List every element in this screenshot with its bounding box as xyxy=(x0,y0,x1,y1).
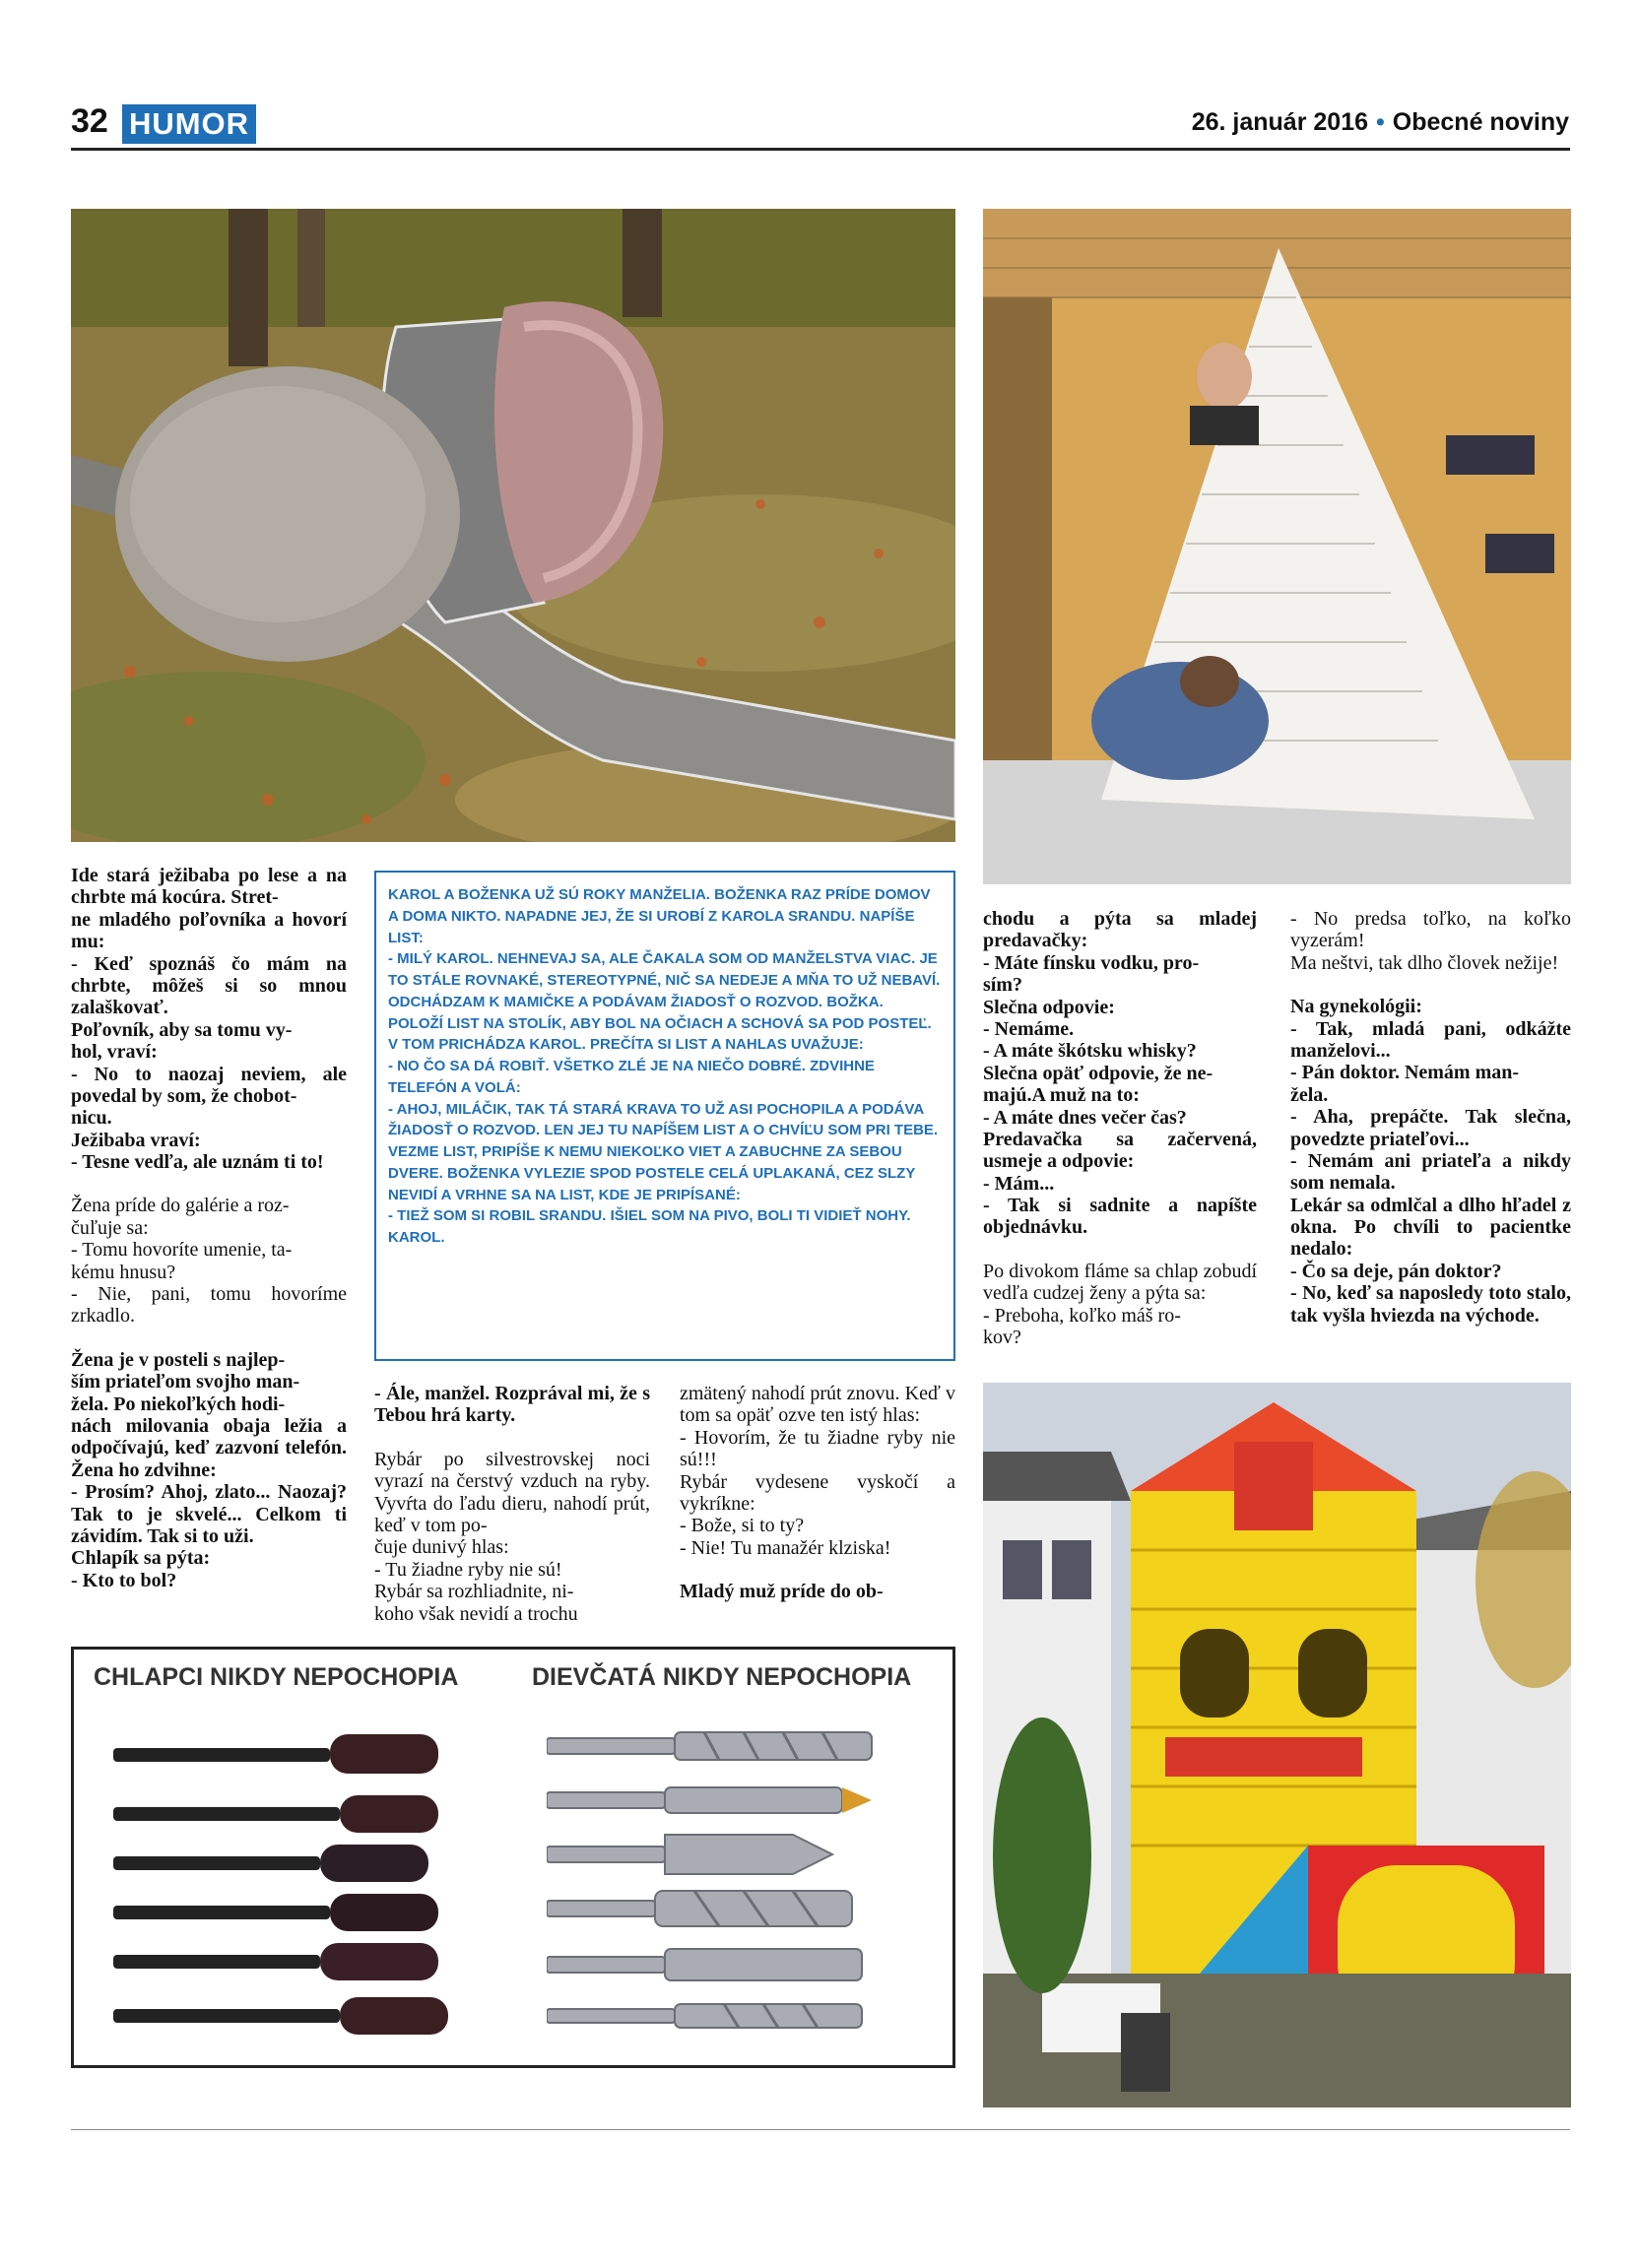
page-number: 32 xyxy=(71,102,108,140)
right-caption: DIEVČATÁ NIKDY NEPOCHOPIA xyxy=(532,1663,912,1691)
header-dateline xyxy=(1192,108,1569,137)
mascara-drill-comparison xyxy=(71,1647,955,2068)
section-badge: HUMOR xyxy=(122,104,256,144)
story-box xyxy=(374,871,955,1361)
rock-path-photo xyxy=(71,209,955,842)
publication-name: Obecné noviny xyxy=(1392,108,1569,136)
joke-hangover-end: - No predsa toľko, na koľko vyzerám! Ma neštvi, tak dlho človek nežije! xyxy=(1290,908,1571,974)
column-4 xyxy=(983,908,1257,1370)
joke-shop-start: Mladý muž príde do ob- xyxy=(680,1581,884,1603)
joke-fisherman-start: Rybár po silvestrovskej noci vyrazí na čerstvý vzduch na ryby. Vyvŕta do ľadu dieru, nahodí prút, keď v tom po- čuje dunivý hlas: - Tu žiadne ryby nie sú! Rybár sa rozhliadnite, ni- koho však nevidí a trochu xyxy=(374,1448,650,1625)
joke-shop: chodu a pýta sa mladej predavačky: - Máte fínsku vodku, pro- sím? Slečna odpovie: - Nemáme. - A máte škótsku whisky? Slečna opäť odpovie, že ne- majú.A muž na to: - A máte dnes večer čas? Predavačka sa začervená, usmeje a odpovie: - Mám... - Tak si sadnite a napíšte objednávku. xyxy=(983,908,1257,1239)
column-2 xyxy=(374,1383,650,1647)
cup-pyramid-photo xyxy=(983,209,1571,884)
column-1 xyxy=(71,865,347,1613)
joke-phone-call: Žena je v posteli s najlep- ším priateľom svojho man- žela. Po niekoľkých hodi- nách milovania obaja ležia a odpočívajú, keď zazvoní telefón. Žena ho zdvihne: - Prosím? Ahoj, zlato... Naozaj? Tak to je skvelé... Celkom ti závidím. Tak si to uži. Chlapík sa pýta: - Kto to bol? xyxy=(71,1348,347,1591)
joke-gallery: Žena príde do galérie a roz- čuľuje sa: - Tomu hovoríte umenie, ta- kému hnusu? - Nie, pani, tomu hovoríme zrkadlo. xyxy=(71,1195,347,1328)
issue-date: 26. január 2016 xyxy=(1191,108,1369,136)
story-box-text: KAROL A BOŽENKA UŽ SÚ ROKY MANŽELIA. BOŽENKA RAZ PRÍDE DOMOV A DOMA NIKTO. NAPADNE JEJ, ŽE SI UROBÍ Z KAROLA SRANDU. NAPÍŠE LIST: - MILÝ KAROL. NEHNEVAJ SA, ALE ČAKALA SOM OD MANŽELSTVA VIAC. JE TO STÁLE ROVNAKÉ, STEREOTYPNÉ, NIČ SA NEDEJE A MŇA TO UŽ NEBAVÍ. ODCHÁDZAM K MAMIČKE A PODÁVAM ŽIADOSŤ O ROZVOD. BOŽKA. POLOŽÍ LIST NA STOLÍK, ABY BOL NA OČIACH A SCHOVÁ SA POD POSTEĽ. V TOM PRICHÁDZA KAROL. PREČÍTA SI LIST A NAHLAS UVAŽUJE: - NO ČO SA DÁ ROBIŤ. VŠETKO ZLÉ JE NA NIEČO DOBRÉ. ZDVIHNE TELEFÓN A VOLÁ: - AHOJ, MILÁČIK, TAK TÁ STARÁ KRAVA TO UŽ ASI POCHOPILA A PODÁVA ŽIADOSŤ O ROZVOD. LEN JEJ TU NAPÍŠEM LIST A O CHVÍĽU SOM PRI TEBE. VEZME LIST, PRIPÍŠE K NEMU NIEKOĽKO VIET A ZABUCHNE ZA SEBOU DVERE. BOŽENKA VYLEZIE SPOD POSTELE CELÁ UPLAKANÁ, CEZ SLZY NEVIDÍ A VRHNE SA NA LIST, KDE JE PRIPÍSANÉ: - TIEŽ SOM SI ROBIL SRANDU. IŠIEL SOM NA PIVO, BOLI TI VIDIEŤ NOHY. KAROL. xyxy=(388,886,941,1246)
bouncy-house-photo xyxy=(983,1383,1571,2107)
header-rule xyxy=(71,148,1570,151)
joke-witch: Ide stará ježibaba po lese a na chrbte má kocúra. Stret- ne mladého poľovníka a hovorí mu: - Keď spoznáš čo mám na chrbte, môžeš si so mnou zalaškovať. Poľovník, aby sa tomu vy- hol, vraví: - No to naozaj neviem, ale povedal by som, že chobot- nicu. Ježibaba vraví: - Tesne vedľa, ale uznám ti to! xyxy=(71,865,347,1174)
joke-gynecology: Na gynekológii: - Tak, mladá pani, odkážte manželovi... - Pán doktor. Nemám man- žela. - Aha, prepáčte. Tak slečna, povedzte priateľovi... - Nemám ani priateľa a nikdy som nemala. Lekár sa odmlčal a dlho hľadel z okna. Po chvíli to pacientke nedalo: - Čo sa deje, pán doktor? - No, keď sa naposledy toto stalo, tak vyšla hviezda na východe. xyxy=(1290,996,1571,1327)
mascara-brushes-image xyxy=(113,1709,488,2053)
column-3 xyxy=(680,1383,955,1625)
joke-phone-call-ending: - Ále, manžel. Rozprával mi, že s Tebou hrá karty. xyxy=(374,1383,650,1427)
joke-hangover-start: Po divokom fláme sa chlap zobudí vedľa cudzej ženy a pýta sa: - Preboha, koľko máš ro- kov? xyxy=(983,1260,1257,1349)
joke-fisherman-end: zmätený nahodí prút znovu. Keď v tom sa opäť ozve ten istý hlas: - Hovorím, že tu žiadne ryby nie sú!!! Rybár vydesene vyskočí a vykríkne: - Bože, si to ty? - Nie! Tu manažér klziska! xyxy=(680,1383,955,1559)
footer-rule xyxy=(71,2129,1570,2130)
separator-dot: • xyxy=(1376,108,1385,136)
left-caption: CHLAPCI NIKDY NEPOCHOPIA xyxy=(94,1663,459,1691)
column-5 xyxy=(1290,908,1571,1348)
drill-bits-image xyxy=(547,1709,921,2053)
